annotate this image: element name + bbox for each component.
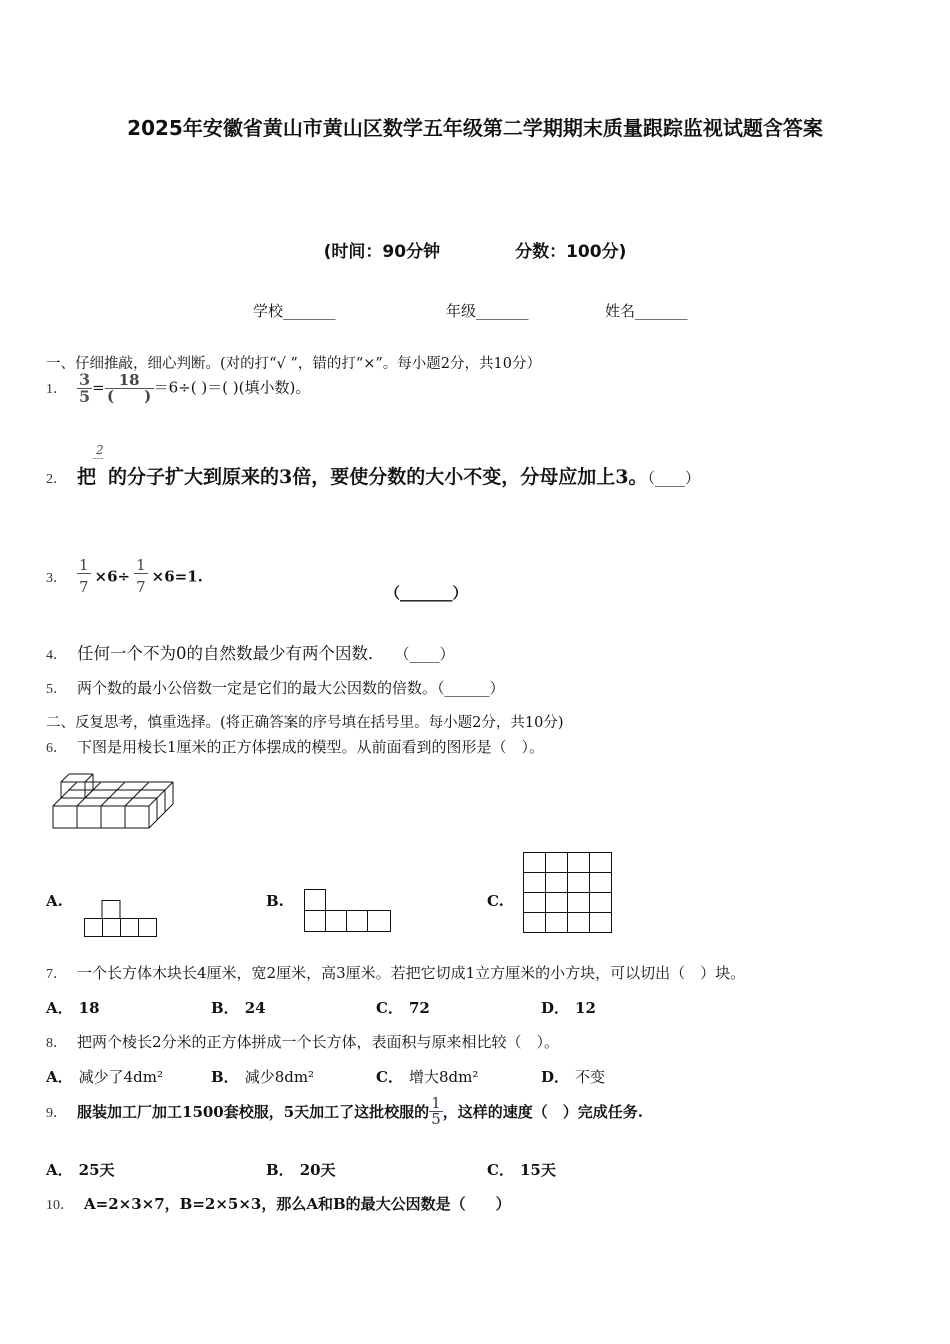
q8-option-c: C． 增大8dm² bbox=[376, 1068, 479, 1086]
question-6: 6． 下图是用棱长1厘米的正方体摆成的模型。从前面看到的图形是（ ）。 bbox=[46, 738, 545, 756]
q6-option-a-label: A. bbox=[46, 892, 63, 910]
q7-option-a: A． 18 bbox=[46, 999, 100, 1017]
q9-option-a: A． 25天 bbox=[46, 1161, 115, 1179]
q9-option-b: B． 20天 bbox=[266, 1161, 336, 1179]
q6-option-c-label: C. bbox=[487, 892, 504, 910]
question-number: 7． bbox=[46, 967, 67, 982]
fraction-3-5: $\frac{3}{5}$ bbox=[79, 370, 91, 406]
question-number: 1． bbox=[46, 381, 67, 397]
fraction-1-7: $\frac{1}{7}$ bbox=[79, 556, 89, 596]
section-1-heading: 一、仔细推敲，细心判断。(对的打“√ ”，错的打“×”。每小题2分，共10分） bbox=[46, 356, 541, 372]
question-8: 8． 把两个棱长2分米的正方体拼成一个长方体，表面积与原来相比较（ ）。 bbox=[46, 1033, 560, 1051]
q8-option-a: A． 减少了4dm² bbox=[46, 1068, 164, 1086]
q7-option-b: B． 24 bbox=[211, 999, 266, 1017]
exam-time: (时间：90分钟 bbox=[323, 242, 441, 262]
question-number: 6． bbox=[46, 741, 67, 756]
q7-option-d: D． 12 bbox=[541, 999, 596, 1017]
section-2-heading: 二、反复思考，慎重选择。(将正确答案的序号填在括号里。每小题2分，共10分) bbox=[46, 715, 564, 731]
cube-model-figure bbox=[50, 770, 180, 832]
question-2: 2． 把 的分子扩大到原来的3倍，要使分数的大小不变，分母应加上3。（____） bbox=[46, 466, 700, 488]
question-10: 10． A=2×3×7，B=2×5×3，那么A和B的最大公因数是（ ） bbox=[46, 1195, 511, 1213]
q6-option-c-figure bbox=[523, 852, 613, 934]
q3-blank: （_______） bbox=[385, 584, 468, 602]
fraction-18-blank: $\frac{18}{( )}$ bbox=[105, 373, 154, 404]
fraction-1-5: $\frac{1}{5}$ bbox=[431, 1094, 441, 1128]
question-number: 10． bbox=[46, 1198, 74, 1213]
q6-option-a-figure bbox=[84, 900, 157, 937]
question-number: 5． bbox=[46, 682, 67, 697]
question-number: 9． bbox=[46, 1105, 67, 1121]
question-9: 9． 服装加工厂加工1500套校服，5天加工了这批校服的 $\frac{1}{5}$ ，这样的速度（ ）完成任务. bbox=[46, 1094, 643, 1128]
question-1: 1． $\frac{3}{5}$ = $\frac{18}{( )}$ ＝6÷( )＝( )(填小数)。 bbox=[46, 370, 311, 406]
question-number: 2． bbox=[46, 472, 67, 487]
q9-option-c: C． 15天 bbox=[487, 1161, 556, 1179]
exam-meta bbox=[0, 237, 950, 262]
school-field: 学校_______ bbox=[253, 302, 336, 320]
q6-option-b-figure bbox=[304, 889, 392, 933]
q8-option-d: D． 不变 bbox=[541, 1068, 606, 1086]
question-4: 4． 任何一个不为0的自然数最少有两个因数． （____） bbox=[46, 644, 455, 663]
q6-option-b-label: B. bbox=[266, 892, 284, 910]
question-3: 3． $\frac{1}{7}$ ×6÷ $\frac{1}{7}$ ×6=1. bbox=[46, 556, 203, 596]
page-title: 2025年安徽省黄山市黄山区数学五年级第二学期期末质量跟踪监视试题含答案 bbox=[127, 116, 823, 140]
name-field: 姓名_______ bbox=[605, 302, 688, 320]
grade-field: 年级_______ bbox=[446, 302, 529, 320]
q2-fraction-numerator: 2 bbox=[96, 443, 104, 457]
q8-option-b: B． 减少8dm² bbox=[211, 1068, 315, 1086]
question-5: 5． 两个数的最小公倍数一定是它们的最大公因数的倍数。（______） bbox=[46, 679, 505, 697]
question-number: 4． bbox=[46, 648, 67, 663]
question-number: 3． bbox=[46, 570, 67, 586]
q2-fraction-bar bbox=[93, 458, 103, 459]
fraction-1-7: $\frac{1}{7}$ bbox=[136, 556, 146, 596]
q7-option-c: C． 72 bbox=[376, 999, 430, 1017]
exam-score: 分数：100分) bbox=[515, 242, 627, 262]
question-number: 8． bbox=[46, 1036, 67, 1051]
question-7: 7． 一个长方体木块长4厘米，宽2厘米，高3厘米。若把它切成1立方厘米的小方块，可以切出（ ）块。 bbox=[46, 964, 746, 982]
